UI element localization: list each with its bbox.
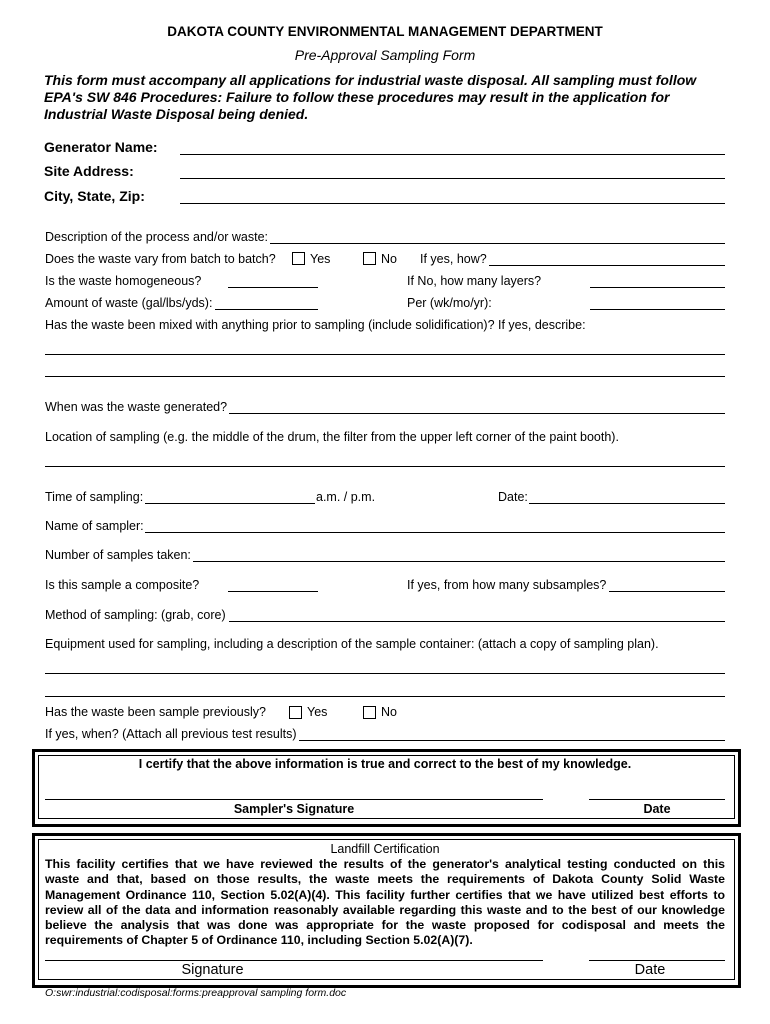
city-state-zip-label: City, State, Zip:: [44, 188, 145, 204]
description-field[interactable]: [270, 243, 725, 244]
landfill-signature-field[interactable]: [45, 960, 543, 961]
previously-yes-checkbox[interactable]: [289, 706, 302, 719]
time-label: Time of sampling:: [45, 490, 144, 504]
layers-label: If No, how many layers?: [407, 274, 542, 288]
homogeneous-field[interactable]: [228, 287, 318, 288]
method-label: Method of sampling: (grab, core): [45, 608, 226, 622]
landfill-signature-label: Signature: [181, 962, 244, 978]
vary-batch-label: Does the waste vary from batch to batch?: [45, 252, 276, 266]
landfill-line-5: believe the analysis that was done was appropriate for the waste proposed for codisposal and meets the: [45, 918, 725, 933]
previously-yes-label: Yes: [307, 705, 328, 719]
city-state-zip-field[interactable]: [180, 203, 725, 204]
sampler-name-field[interactable]: [145, 532, 725, 533]
location-label: Location of sampling (e.g. the middle of the drum, the filter from the upper left corner of the paint booth).: [45, 430, 619, 444]
landfill-title: Landfill Certification: [330, 842, 440, 856]
notice-line-3: Industrial Waste Disposal being denied.: [44, 106, 309, 122]
subsamples-field[interactable]: [609, 591, 725, 592]
subsamples-label: If yes, from how many subsamples?: [407, 578, 607, 592]
site-address-label: Site Address:: [44, 163, 134, 179]
certification-date-field[interactable]: [589, 799, 725, 800]
equipment-field-line-2[interactable]: [45, 696, 725, 697]
form-title: Pre-Approval Sampling Form: [294, 47, 476, 63]
mixed-field-line-1[interactable]: [45, 354, 725, 355]
certification-statement: I certify that the above information is true and correct to the best of my knowledge.: [138, 757, 632, 771]
generated-field[interactable]: [229, 413, 725, 414]
generator-name-field[interactable]: [180, 154, 725, 155]
landfill-line-6: requirements of Chapter 5 of Ordinance 110, including Section 5.02(A)(7).: [45, 933, 473, 948]
equipment-field-line-1[interactable]: [45, 673, 725, 674]
landfill-date-label: Date: [634, 962, 666, 978]
location-field[interactable]: [45, 466, 725, 467]
date-field[interactable]: [529, 503, 725, 504]
num-samples-label: Number of samples taken:: [45, 548, 191, 562]
if-yes-when-field[interactable]: [299, 740, 725, 741]
equipment-label: Equipment used for sampling, including a description of the sample container: (attach a copy of sampling plan).: [45, 637, 659, 651]
landfill-line-3: Management Ordinance 110, Section 5.02(A)(4). This facility further certifies that we have utilized best efforts to: [45, 887, 725, 902]
sampler-signature-label: Sampler's Signature: [233, 802, 355, 816]
vary-batch-no-label: No: [381, 252, 397, 266]
site-address-field[interactable]: [180, 178, 725, 179]
composite-label: Is this sample a composite?: [45, 578, 200, 592]
amount-field[interactable]: [215, 309, 318, 310]
method-field[interactable]: [229, 621, 725, 622]
landfill-paragraph: [45, 857, 725, 949]
amount-label: Amount of waste (gal/lbs/yds):: [45, 296, 213, 310]
landfill-date-field[interactable]: [589, 960, 725, 961]
if-yes-when-label: If yes, when? (Attach all previous test results): [45, 727, 297, 741]
footer-file-path: O:swr:industrial:codisposal:forms:preapproval sampling form.doc: [45, 987, 347, 999]
vary-batch-yes-label: Yes: [310, 252, 331, 266]
if-yes-how-label: If yes, how?: [420, 252, 487, 266]
homogeneous-label: Is the waste homogeneous?: [45, 274, 202, 288]
composite-field[interactable]: [228, 591, 318, 592]
certification-date-label: Date: [643, 802, 671, 816]
ampm-label: a.m. / p.m.: [316, 490, 376, 504]
per-field[interactable]: [590, 309, 725, 310]
mixed-label: Has the waste been mixed with anything prior to sampling (include solidification)? If yes, describe:: [45, 318, 586, 332]
date-label: Date:: [498, 490, 528, 504]
department-heading: DAKOTA COUNTY ENVIRONMENTAL MANAGEMENT DEPARTMENT: [167, 24, 603, 39]
if-yes-how-field[interactable]: [489, 265, 725, 266]
generator-name-label: Generator Name:: [44, 139, 158, 155]
notice-line-2: EPA's SW 846 Procedures: Failure to follow these procedures may result in the application for: [44, 89, 670, 105]
sampler-signature-field[interactable]: [45, 799, 543, 800]
time-field[interactable]: [145, 503, 315, 504]
layers-field[interactable]: [590, 287, 725, 288]
num-samples-field[interactable]: [193, 561, 725, 562]
landfill-line-4: review all of the data and information reasonably available regarding this waste and to the best of our knowledge: [45, 902, 725, 917]
per-label: Per (wk/mo/yr):: [407, 296, 492, 310]
mixed-field-line-2[interactable]: [45, 376, 725, 377]
landfill-line-2: waste and that, based on those results, the waste meets the requirements of Dakota County Solid Waste: [45, 872, 725, 887]
generated-label: When was the waste generated?: [45, 400, 228, 414]
previously-no-label: No: [381, 705, 397, 719]
description-label: Description of the process and/or waste:: [45, 230, 269, 244]
sampler-name-label: Name of sampler:: [45, 519, 144, 533]
vary-batch-no-checkbox[interactable]: [363, 252, 376, 265]
landfill-line-1: This facility certifies that we have reviewed the results of the generator's analytical testing conducted on this: [45, 857, 725, 871]
notice-line-1: This form must accompany all applications for industrial waste disposal. All sampling must follow: [44, 72, 697, 88]
previously-no-checkbox[interactable]: [363, 706, 376, 719]
vary-batch-yes-checkbox[interactable]: [292, 252, 305, 265]
previously-label: Has the waste been sample previously?: [45, 705, 266, 719]
